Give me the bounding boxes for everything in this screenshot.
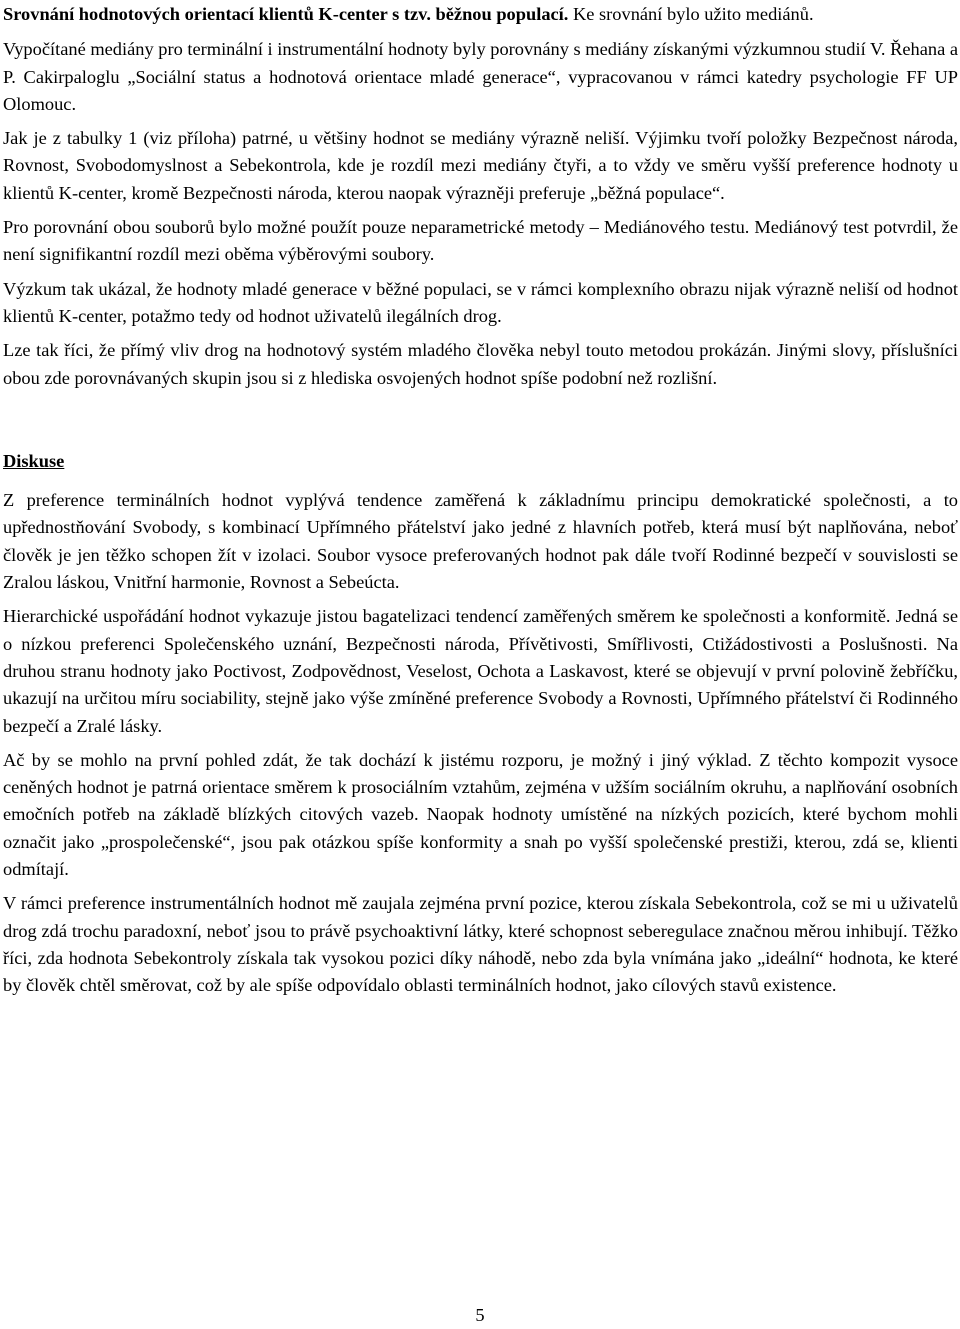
page-number: 5 (475, 1305, 485, 1325)
intro-paragraph (3, 1, 958, 28)
results-paragraph-2: Jak je z tabulky 1 (viz příloha) patrné, u většiny hodnot se mediány výrazně neliší. Výjimku tvoří položky Bezpečnost národa, Rovnost, Svobodomyslnost a Sebekontrola, kde je rozdíl mezi mediány čtyři, a to vždy ve směru vyšší preference hodnoty u klientů K-center, kromě Bezpečnosti národa, kterou naopak výrazněji preferuje „běžná populace“. (3, 128, 958, 203)
discussion-paragraph-2: Hierarchické uspořádání hodnot vykazuje jistou bagatelizaci tendencí zaměřených směrem ke společnosti a konformitě. Jedná se o nízkou preferenci Společenského uznání, Bezpečnosti národa, Přívětivosti, Smířlivosti, Ctižádostivosti a Poslušnosti. Na druhou stranu hodnoty jako Poctivost, Zodpovědnost, Veselost, Ochota a Laskavost, které se objevují v první polovině žebříčku, ukazují na určitou míru sociability, stejně jako výše zmíněné preference Svobody a Rovnosti, Upřímného přátelství či Rodinného bezpečí a Zralé lásky. (3, 606, 958, 736)
document-page (3, 0, 958, 1000)
discussion-paragraph-3: Ač by se mohlo na první pohled zdát, že tak dochází k jistému rozporu, je možný i jiný výklad. Z těchto kompozit vysoce ceněných hodnot je patrná orientace směrem k prosociálním vztahům, zejména v užším sociálním okruhu, a naplňování osobních emočních potřeb na základě blízkých citových vazeb. Naopak hodnoty umístěné na nízkých pozicích, které bychom mohli označit jako „prospolečenské“, jsou pak otázkou spíše konformity a snah po vyšší společenské prestiži, kterou, zdá se, klienti odmítají. (3, 749, 958, 880)
intro-rest: Ke srovnání bylo užito mediánů. (568, 4, 814, 24)
results-paragraph-3: Pro porovnání obou souborů bylo možné použít pouze neparametrické metody – Mediánového testu. Mediánový test potvrdil, že není signifikantní rozdíl mezi oběma výběrovými soubory. (3, 217, 958, 265)
results-paragraph-1: Vypočítané mediány pro terminální i instrumentální hodnoty byly porovnány s mediány získanými výzkumnou studií V. Řehana a P. Cakirpaloglu „Sociální status a hodnotová orientace mladé generace“, vypracovanou v rámci katedry psychologie FF UP Olomouc. (3, 39, 958, 114)
discussion-paragraph-1: Z preference terminálních hodnot vyplývá tendence zaměřená k základnímu principu demokratické společnosti, a to upřednostňování Svobody, s kombinací Upřímného přátelství jako jedné z hlavních potřeb, která musí být naplňována, neboť člověk je jen těžko schopen žít v izolaci. Soubor vysoce preferovaných hodnot pak dále tvoří Rodinné bezpečí v souvislosti se Zralou láskou, Vnitřní harmonie, Rovnost a Sebeúcta. (3, 490, 958, 593)
results-paragraph-5: Lze tak říci, že přímý vliv drog na hodnotový systém mladého člověka nebyl touto metodou prokázán. Jinými slovy, příslušníci obou zde porovnávaných skupin jsou si z hlediska osvojených hodnot spíše podobní než rozlišní. (3, 340, 958, 388)
discussion-heading: Diskuse (3, 450, 65, 471)
results-paragraph-4: Výzkum tak ukázal, že hodnoty mladé generace v běžné populaci, se v rámci komplexního obrazu nijak výrazně neliší od hodnot klientů K-center, potažmo tedy od hodnot uživatelů ilegálních drog. (3, 278, 958, 326)
discussion-paragraph-4: V rámci preference instrumentálních hodnot mě zaujala zejména první pozice, kterou získala Sebekontrola, což se mi u uživatelů drog zdá trochu paradoxní, neboť jsou to právě psychoaktivní látky, které schopnost seberegulace značnou měrou inhibují. Těžko říci, zda hodnota Sebekontroly získala tak vysokou pozici díky náhodě, nebo zda byla vnímána jako „ideální“ hodnota, ke které by člověk chtěl směrovat, což by ale spíše odpovídalo oblasti terminálních hodnot, jako cílových stavů existence. (3, 893, 958, 996)
intro-bold-lead: Srovnání hodnotových orientací klientů K-center s tzv. běžnou populací. (3, 4, 569, 24)
